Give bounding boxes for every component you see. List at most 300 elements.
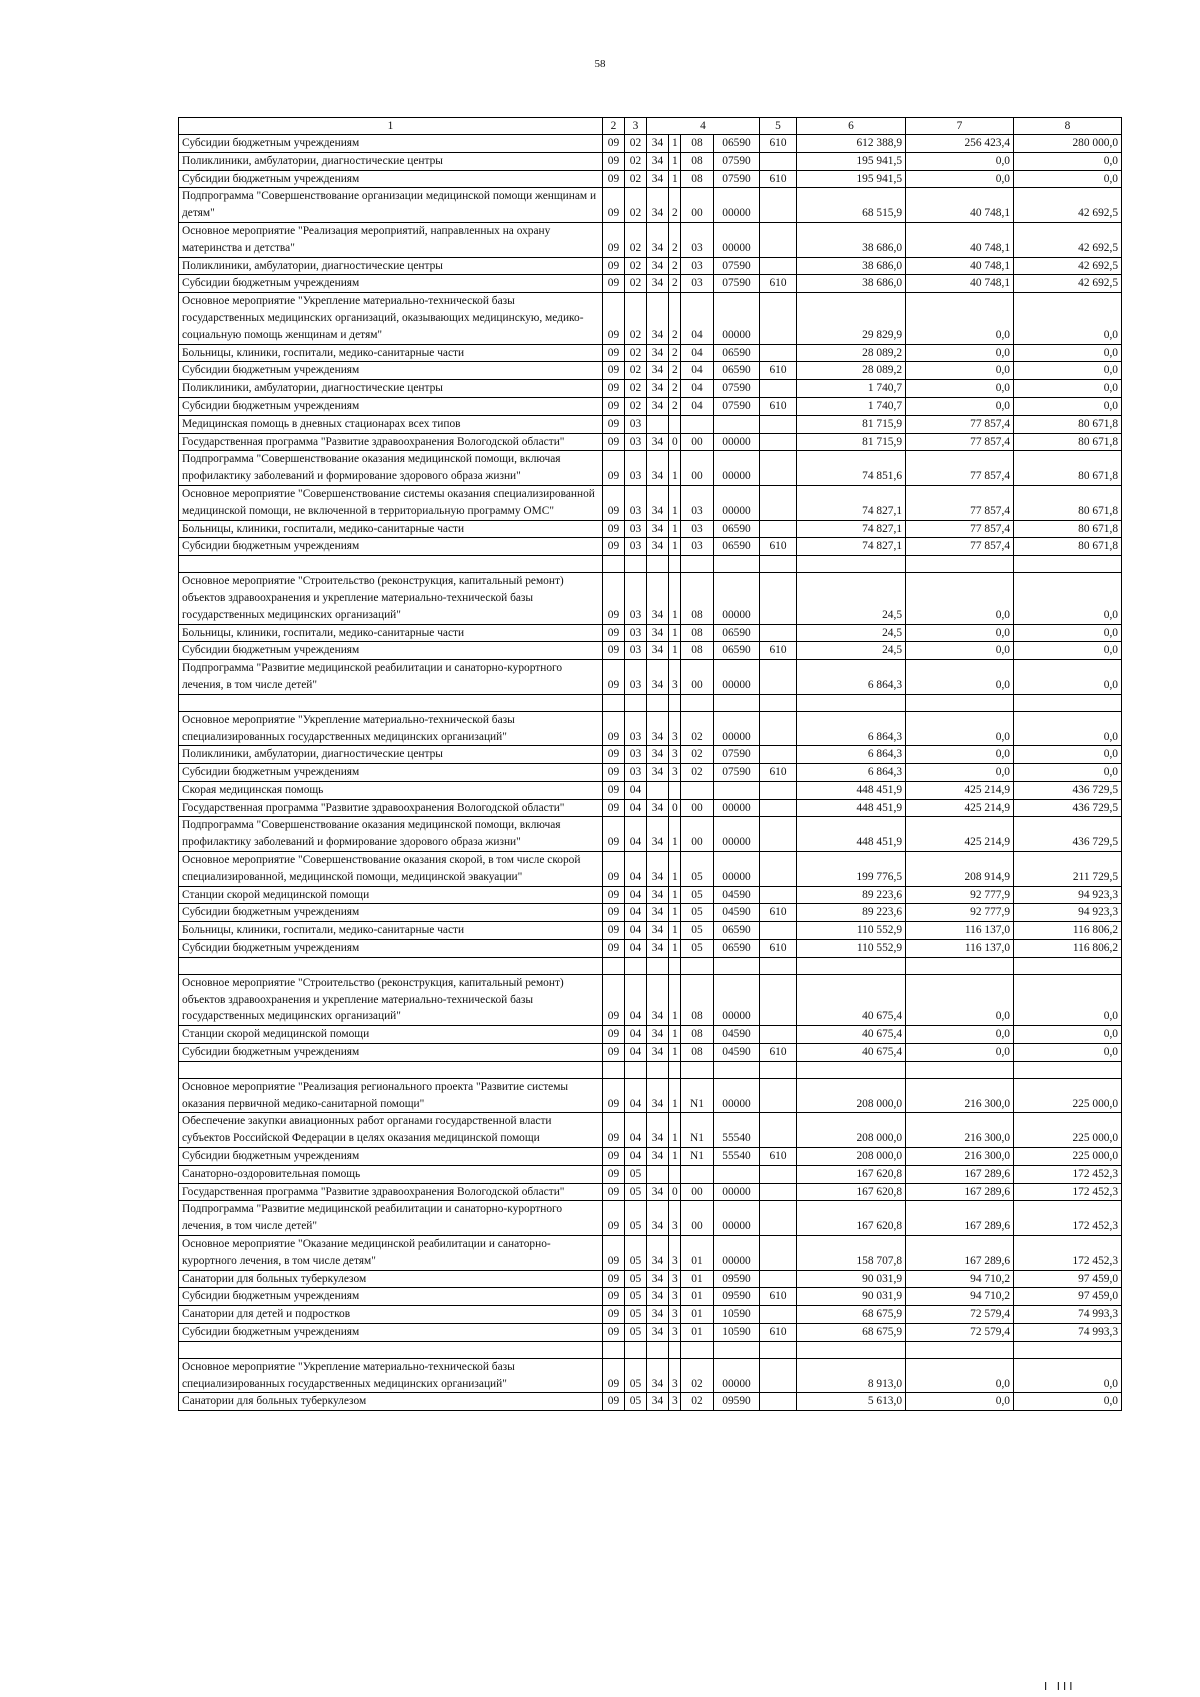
row-name: Скорая медицинская помощь [179, 781, 603, 799]
table-row [179, 764, 1122, 782]
row-program-code: 34 [647, 817, 669, 852]
row-program-code: 34 [647, 642, 669, 660]
row-section-code: 05 [625, 1393, 647, 1411]
row-name: Подпрограмма "Развитие медицинской реабилитации и санаторно-курортного лечения, в том числе детей" [179, 1201, 603, 1236]
header-col-4: 4 [647, 118, 760, 135]
row-expense-type-code [760, 1393, 797, 1411]
row-ved-code: 09 [603, 940, 625, 958]
row-activity-code: 08 [681, 135, 714, 153]
row-amount-col8: 0,0 [1014, 1026, 1122, 1044]
table-row [179, 188, 1122, 223]
row-direction-code: 07590 [714, 275, 760, 293]
row-amount-col6: 199 776,5 [797, 852, 906, 887]
row-ved-code: 09 [603, 485, 625, 520]
row-name: Поликлиники, амбулатории, диагностические центры [179, 380, 603, 398]
row-section-code: 04 [625, 886, 647, 904]
row-ved-code: 09 [603, 1358, 625, 1393]
row-ved-code: 09 [603, 817, 625, 852]
table-row [179, 415, 1122, 433]
row-amount-col7: 92 777,9 [906, 904, 1014, 922]
table-row [179, 380, 1122, 398]
row-name: Субсидии бюджетным учреждениям [179, 642, 603, 660]
row-ved-code: 09 [603, 904, 625, 922]
row-program-code: 34 [647, 1078, 669, 1113]
row-amount-col6: 40 675,4 [797, 974, 906, 1025]
header-col-5: 5 [760, 118, 797, 135]
row-expense-type-code [760, 257, 797, 275]
row-direction-code: 00000 [714, 660, 760, 695]
row-subprogram-code: 2 [669, 362, 681, 380]
spacer-cell [625, 1341, 647, 1358]
row-ved-code: 09 [603, 1148, 625, 1166]
row-name: Обеспечение закупки авиационных работ органами государственной власти субъектов Российской Федерации в целях оказания медицинской помощи [179, 1113, 603, 1148]
spacer-cell [760, 957, 797, 974]
spacer-cell [179, 556, 603, 573]
row-name: Субсидии бюджетным учреждениям [179, 397, 603, 415]
row-expense-type-code [760, 1358, 797, 1393]
row-amount-col7: 208 914,9 [906, 852, 1014, 887]
spacer-cell [906, 957, 1014, 974]
row-section-code: 03 [625, 433, 647, 451]
row-ved-code: 09 [603, 362, 625, 380]
row-expense-type-code [760, 1306, 797, 1324]
row-activity-code: 01 [681, 1270, 714, 1288]
row-program-code: 34 [647, 746, 669, 764]
header-col-6: 6 [797, 118, 906, 135]
row-subprogram-code: 2 [669, 380, 681, 398]
row-expense-type-code: 610 [760, 1148, 797, 1166]
row-amount-col6: 40 675,4 [797, 1026, 906, 1044]
row-program-code: 34 [647, 152, 669, 170]
row-expense-type-code [760, 852, 797, 887]
row-direction-code: 09590 [714, 1288, 760, 1306]
row-name: Медицинская помощь в дневных стационарах всех типов [179, 415, 603, 433]
row-program-code: 34 [647, 1148, 669, 1166]
row-program-code: 34 [647, 1324, 669, 1342]
row-amount-col7: 425 214,9 [906, 817, 1014, 852]
table-row [179, 1026, 1122, 1044]
row-amount-col8: 225 000,0 [1014, 1148, 1122, 1166]
spacer-cell [797, 556, 906, 573]
row-expense-type-code: 610 [760, 538, 797, 556]
row-subprogram-code: 1 [669, 886, 681, 904]
row-amount-col7: 167 289,6 [906, 1236, 1014, 1271]
spacer-cell [669, 556, 681, 573]
spacer-cell [1014, 694, 1122, 711]
row-name: Поликлиники, амбулатории, диагностические центры [179, 152, 603, 170]
spacer-cell [714, 694, 760, 711]
row-amount-col7: 0,0 [906, 764, 1014, 782]
row-expense-type-code [760, 293, 797, 344]
row-amount-col7: 0,0 [906, 1044, 1014, 1062]
row-amount-col8: 0,0 [1014, 362, 1122, 380]
row-subprogram-code: 1 [669, 904, 681, 922]
row-program-code: 34 [647, 293, 669, 344]
table-row [179, 1113, 1122, 1148]
row-activity-code: N1 [681, 1078, 714, 1113]
spacer-cell [625, 694, 647, 711]
row-name: Санатории для больных туберкулезом [179, 1393, 603, 1411]
row-program-code: 34 [647, 852, 669, 887]
row-section-code: 02 [625, 257, 647, 275]
row-section-code: 04 [625, 799, 647, 817]
row-amount-col8: 116 806,2 [1014, 940, 1122, 958]
row-amount-col7: 0,0 [906, 170, 1014, 188]
row-amount-col8: 172 452,3 [1014, 1236, 1122, 1271]
spacer-cell [603, 556, 625, 573]
row-name: Субсидии бюджетным учреждениям [179, 764, 603, 782]
row-expense-type-code: 610 [760, 940, 797, 958]
row-direction-code: 00000 [714, 222, 760, 257]
row-program-code: 34 [647, 940, 669, 958]
row-subprogram-code: 1 [669, 1148, 681, 1166]
table-row [179, 485, 1122, 520]
page-number: 58 [594, 58, 606, 70]
row-program-code: 34 [647, 520, 669, 538]
row-activity-code: 04 [681, 344, 714, 362]
row-activity-code: 00 [681, 799, 714, 817]
row-subprogram-code: 1 [669, 1113, 681, 1148]
row-activity-code: 00 [681, 1183, 714, 1201]
row-amount-col7: 0,0 [906, 642, 1014, 660]
row-amount-col7: 92 777,9 [906, 886, 1014, 904]
row-expense-type-code [760, 1270, 797, 1288]
table-row [179, 152, 1122, 170]
table-row [179, 799, 1122, 817]
row-expense-type-code [760, 1026, 797, 1044]
spacer-cell [797, 1341, 906, 1358]
row-direction-code: 00000 [714, 485, 760, 520]
row-expense-type-code: 610 [760, 642, 797, 660]
spacer-cell [625, 556, 647, 573]
table-row [179, 362, 1122, 380]
row-amount-col8: 0,0 [1014, 1358, 1122, 1393]
row-amount-col8: 436 729,5 [1014, 799, 1122, 817]
row-ved-code: 09 [603, 293, 625, 344]
row-amount-col6: 81 715,9 [797, 415, 906, 433]
row-amount-col6: 167 620,8 [797, 1201, 906, 1236]
row-activity-code: 08 [681, 1044, 714, 1062]
spacer-cell [681, 957, 714, 974]
table-row [179, 293, 1122, 344]
spacer-cell [681, 556, 714, 573]
row-direction-code: 00000 [714, 1201, 760, 1236]
row-amount-col6: 208 000,0 [797, 1148, 906, 1166]
row-name: Больницы, клиники, госпитали, медико-санитарные части [179, 922, 603, 940]
row-name: Основное мероприятие "Совершенствование оказания скорой, в том числе скорой специализированной, медицинской помощи, медицинской эвакуации" [179, 852, 603, 887]
table-row [179, 660, 1122, 695]
row-amount-col7: 94 710,2 [906, 1288, 1014, 1306]
row-program-code: 34 [647, 1113, 669, 1148]
spacer-cell [179, 1061, 603, 1078]
row-amount-col7: 0,0 [906, 660, 1014, 695]
row-subprogram-code: 3 [669, 1288, 681, 1306]
row-program-code: 34 [647, 799, 669, 817]
row-ved-code: 09 [603, 764, 625, 782]
row-direction-code [714, 1165, 760, 1183]
row-ved-code: 09 [603, 1324, 625, 1342]
spacer-cell [647, 1341, 669, 1358]
row-direction-code: 00000 [714, 433, 760, 451]
row-program-code: 34 [647, 886, 669, 904]
row-subprogram-code [669, 1165, 681, 1183]
row-name: Подпрограмма "Совершенствование оказания медицинской помощи, включая профилактику заболеваний и формирование здорового образа жизни" [179, 451, 603, 486]
row-program-code: 34 [647, 451, 669, 486]
row-program-code: 34 [647, 397, 669, 415]
row-expense-type-code [760, 415, 797, 433]
row-amount-col6: 195 941,5 [797, 152, 906, 170]
row-program-code: 34 [647, 624, 669, 642]
row-amount-col7: 0,0 [906, 746, 1014, 764]
spacer-cell [681, 1061, 714, 1078]
row-amount-col7: 40 748,1 [906, 188, 1014, 223]
row-program-code: 34 [647, 135, 669, 153]
row-program-code: 34 [647, 974, 669, 1025]
row-section-code: 02 [625, 380, 647, 398]
spacer-cell [760, 694, 797, 711]
row-direction-code: 00000 [714, 711, 760, 746]
row-activity-code: 05 [681, 940, 714, 958]
row-activity-code [681, 415, 714, 433]
row-amount-col7: 0,0 [906, 573, 1014, 624]
row-program-code: 34 [647, 1026, 669, 1044]
row-activity-code: 03 [681, 485, 714, 520]
row-activity-code: 04 [681, 380, 714, 398]
row-program-code: 34 [647, 257, 669, 275]
row-name: Субсидии бюджетным учреждениям [179, 135, 603, 153]
row-direction-code: 07590 [714, 764, 760, 782]
row-subprogram-code: 3 [669, 1358, 681, 1393]
row-ved-code: 09 [603, 520, 625, 538]
row-ved-code: 09 [603, 538, 625, 556]
row-activity-code: 03 [681, 520, 714, 538]
spacer-cell [714, 957, 760, 974]
row-amount-col8: 80 671,8 [1014, 415, 1122, 433]
row-amount-col8: 0,0 [1014, 642, 1122, 660]
row-section-code: 02 [625, 152, 647, 170]
row-direction-code: 06590 [714, 940, 760, 958]
row-section-code: 03 [625, 573, 647, 624]
row-ved-code: 09 [603, 886, 625, 904]
row-subprogram-code: 3 [669, 711, 681, 746]
row-activity-code: 01 [681, 1236, 714, 1271]
row-section-code: 04 [625, 1026, 647, 1044]
row-ved-code: 09 [603, 1113, 625, 1148]
row-section-code: 02 [625, 397, 647, 415]
row-amount-col6: 195 941,5 [797, 170, 906, 188]
row-expense-type-code [760, 711, 797, 746]
row-amount-col7: 0,0 [906, 152, 1014, 170]
row-program-code: 34 [647, 538, 669, 556]
row-subprogram-code: 1 [669, 573, 681, 624]
row-direction-code: 00000 [714, 817, 760, 852]
row-section-code: 03 [625, 764, 647, 782]
row-amount-col7: 167 289,6 [906, 1165, 1014, 1183]
row-activity-code: 00 [681, 433, 714, 451]
row-subprogram-code: 1 [669, 520, 681, 538]
row-name: Поликлиники, амбулатории, диагностические центры [179, 746, 603, 764]
table-spacer-row [179, 1341, 1122, 1358]
row-name: Больницы, клиники, госпитали, медико-санитарные части [179, 624, 603, 642]
row-amount-col8: 74 993,3 [1014, 1324, 1122, 1342]
spacer-cell [669, 694, 681, 711]
table-row [179, 922, 1122, 940]
row-expense-type-code [760, 344, 797, 362]
spacer-cell [1014, 957, 1122, 974]
row-ved-code: 09 [603, 624, 625, 642]
row-amount-col8: 436 729,5 [1014, 781, 1122, 799]
table-row [179, 781, 1122, 799]
row-activity-code: 02 [681, 1393, 714, 1411]
row-subprogram-code: 2 [669, 222, 681, 257]
table-spacer-row [179, 556, 1122, 573]
footer-marks: I III [1044, 1680, 1076, 1693]
row-subprogram-code: 0 [669, 1183, 681, 1201]
row-direction-code: 06590 [714, 344, 760, 362]
row-amount-col7: 0,0 [906, 397, 1014, 415]
row-section-code: 03 [625, 711, 647, 746]
row-ved-code: 09 [603, 974, 625, 1025]
row-direction-code: 00000 [714, 1183, 760, 1201]
row-amount-col7: 167 289,6 [906, 1201, 1014, 1236]
row-name: Субсидии бюджетным учреждениям [179, 1324, 603, 1342]
spacer-cell [714, 556, 760, 573]
row-ved-code: 09 [603, 415, 625, 433]
row-ved-code: 09 [603, 222, 625, 257]
row-direction-code: 55540 [714, 1113, 760, 1148]
row-program-code: 34 [647, 1044, 669, 1062]
row-subprogram-code: 3 [669, 1201, 681, 1236]
row-program-code: 34 [647, 1358, 669, 1393]
row-name: Подпрограмма "Развитие медицинской реабилитации и санаторно-курортного лечения, в том числе детей" [179, 660, 603, 695]
row-section-code: 02 [625, 222, 647, 257]
row-section-code: 03 [625, 451, 647, 486]
row-name: Субсидии бюджетным учреждениям [179, 275, 603, 293]
row-amount-col6: 29 829,9 [797, 293, 906, 344]
row-ved-code: 09 [603, 1044, 625, 1062]
row-subprogram-code [669, 781, 681, 799]
row-amount-col7: 0,0 [906, 293, 1014, 344]
row-direction-code: 07590 [714, 746, 760, 764]
row-ved-code: 09 [603, 711, 625, 746]
row-amount-col6: 74 827,1 [797, 485, 906, 520]
row-subprogram-code: 1 [669, 451, 681, 486]
row-amount-col7: 72 579,4 [906, 1324, 1014, 1342]
row-activity-code: 02 [681, 746, 714, 764]
spacer-cell [1014, 556, 1122, 573]
spacer-cell [179, 694, 603, 711]
row-amount-col7: 0,0 [906, 974, 1014, 1025]
row-name: Поликлиники, амбулатории, диагностические центры [179, 257, 603, 275]
row-amount-col6: 90 031,9 [797, 1270, 906, 1288]
row-program-code [647, 781, 669, 799]
spacer-cell [647, 1061, 669, 1078]
row-name: Подпрограмма "Совершенствование организации медицинской помощи женщинам и детям" [179, 188, 603, 223]
row-name: Основное мероприятие "Реализация мероприятий, направленных на охрану материнства и детства" [179, 222, 603, 257]
row-activity-code: 01 [681, 1288, 714, 1306]
spacer-cell [797, 694, 906, 711]
row-section-code: 05 [625, 1306, 647, 1324]
row-ved-code: 09 [603, 1183, 625, 1201]
row-amount-col6: 6 864,3 [797, 660, 906, 695]
row-subprogram-code: 1 [669, 152, 681, 170]
row-subprogram-code: 1 [669, 538, 681, 556]
row-amount-col8: 0,0 [1014, 344, 1122, 362]
spacer-cell [1014, 1341, 1122, 1358]
row-amount-col7: 216 300,0 [906, 1078, 1014, 1113]
row-direction-code: 55540 [714, 1148, 760, 1166]
row-amount-col7: 0,0 [906, 1026, 1014, 1044]
row-amount-col6: 167 620,8 [797, 1165, 906, 1183]
row-amount-col6: 28 089,2 [797, 344, 906, 362]
row-subprogram-code: 3 [669, 1306, 681, 1324]
row-amount-col8: 0,0 [1014, 397, 1122, 415]
row-ved-code: 09 [603, 781, 625, 799]
spacer-cell [906, 1341, 1014, 1358]
row-amount-col7: 0,0 [906, 380, 1014, 398]
row-direction-code: 00000 [714, 1236, 760, 1271]
row-amount-col8: 211 729,5 [1014, 852, 1122, 887]
row-section-code: 03 [625, 746, 647, 764]
table-header-row [179, 118, 1122, 135]
row-activity-code: 08 [681, 642, 714, 660]
row-name: Станции скорой медицинской помощи [179, 1026, 603, 1044]
row-name: Больницы, клиники, госпитали, медико-санитарные части [179, 520, 603, 538]
row-amount-col6: 24,5 [797, 642, 906, 660]
row-name: Субсидии бюджетным учреждениям [179, 1044, 603, 1062]
row-amount-col6: 448 451,9 [797, 799, 906, 817]
row-section-code: 05 [625, 1324, 647, 1342]
row-section-code: 03 [625, 642, 647, 660]
row-direction-code: 00000 [714, 573, 760, 624]
table-row [179, 1201, 1122, 1236]
spacer-cell [669, 1061, 681, 1078]
row-amount-col6: 5 613,0 [797, 1393, 906, 1411]
row-subprogram-code: 2 [669, 397, 681, 415]
row-expense-type-code: 610 [760, 1044, 797, 1062]
row-amount-col6: 6 864,3 [797, 746, 906, 764]
row-direction-code: 07590 [714, 257, 760, 275]
row-activity-code: 03 [681, 538, 714, 556]
row-expense-type-code [760, 1165, 797, 1183]
row-section-code: 05 [625, 1201, 647, 1236]
row-amount-col6: 89 223,6 [797, 886, 906, 904]
row-expense-type-code [760, 1113, 797, 1148]
table-row [179, 344, 1122, 362]
row-section-code: 04 [625, 922, 647, 940]
table-row [179, 573, 1122, 624]
row-amount-col6: 68 515,9 [797, 188, 906, 223]
table-row [179, 538, 1122, 556]
row-section-code: 03 [625, 624, 647, 642]
row-section-code: 05 [625, 1165, 647, 1183]
row-amount-col8: 80 671,8 [1014, 538, 1122, 556]
row-activity-code [681, 781, 714, 799]
row-amount-col6: 612 388,9 [797, 135, 906, 153]
row-expense-type-code: 610 [760, 764, 797, 782]
row-direction-code: 04590 [714, 904, 760, 922]
row-expense-type-code [760, 222, 797, 257]
row-subprogram-code: 2 [669, 275, 681, 293]
row-activity-code: 03 [681, 257, 714, 275]
row-activity-code: 01 [681, 1324, 714, 1342]
header-col-3: 3 [625, 118, 647, 135]
header-col-7: 7 [906, 118, 1014, 135]
row-amount-col8: 0,0 [1014, 624, 1122, 642]
row-program-code: 34 [647, 344, 669, 362]
row-program-code: 34 [647, 904, 669, 922]
row-direction-code: 00000 [714, 1078, 760, 1113]
